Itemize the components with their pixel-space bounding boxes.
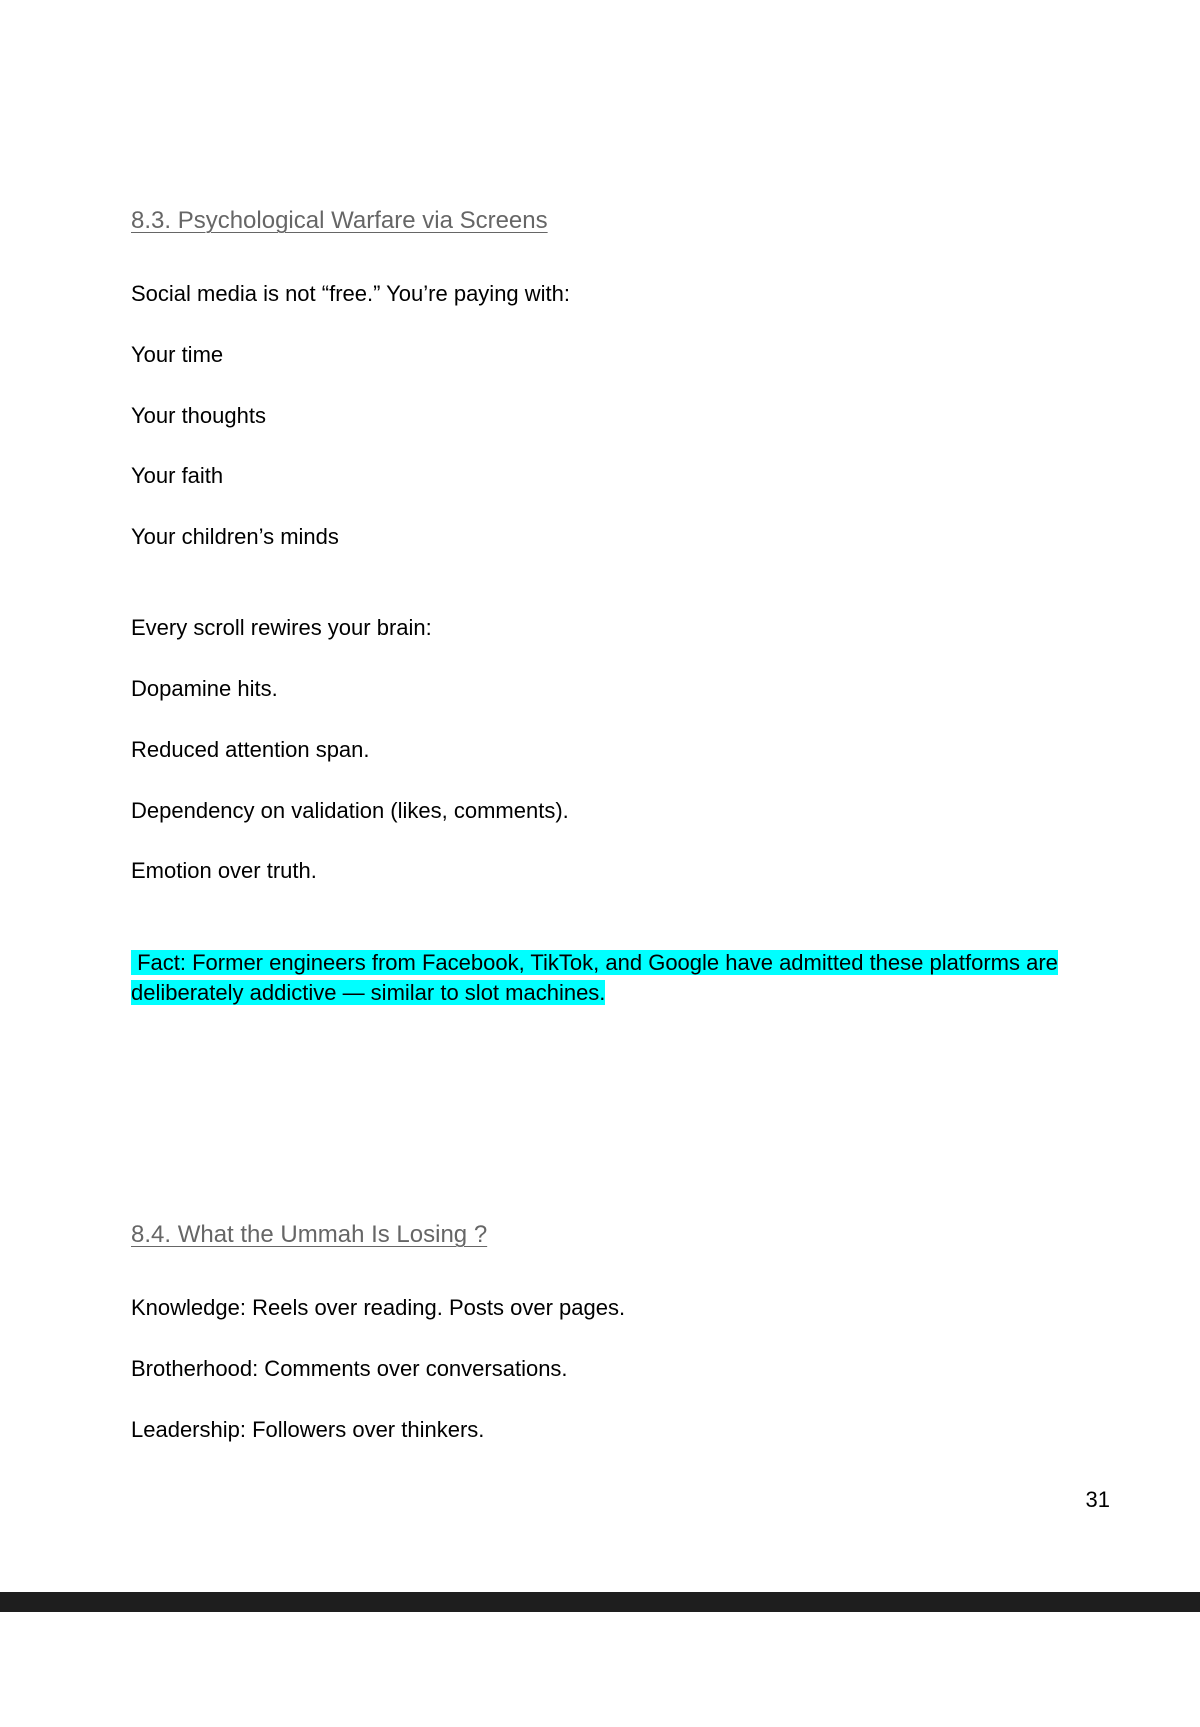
fact-highlight — [131, 948, 1106, 1008]
list-item: Your children’s minds — [131, 524, 339, 549]
list-item: Emotion over truth. — [131, 858, 317, 883]
list-item: Knowledge: Reels over reading. Posts over pages. — [131, 1295, 626, 1320]
intro-text: Social media is not “free.” You’re paying with: — [131, 281, 571, 306]
fact-line-2: deliberately addictive — similar to slot machines. — [131, 980, 606, 1005]
list-item: Leadership: Followers over thinkers. — [131, 1417, 485, 1442]
section-heading-8-3: 8.3. Psychological Warfare via Screens — [131, 207, 548, 234]
section-heading-8-4: 8.4. What the Ummah Is Losing ? — [131, 1221, 488, 1248]
list-item: Brotherhood: Comments over conversations. — [131, 1356, 568, 1381]
fact-line-1: Fact: Former engineers from Facebook, TikTok, and Google have admitted these platforms are — [131, 950, 1058, 975]
list-item: Your faith — [131, 463, 224, 488]
list-item: Your thoughts — [131, 403, 266, 428]
page-number: 31 — [1085, 1487, 1110, 1512]
list-item: Reduced attention span. — [131, 737, 370, 762]
bottom-bar — [0, 1592, 1200, 1612]
scroll-intro-text: Every scroll rewires your brain: — [131, 615, 432, 640]
list-item: Dependency on validation (likes, comments). — [131, 798, 569, 823]
list-item: Dopamine hits. — [131, 676, 278, 701]
list-item: Your time — [131, 342, 224, 367]
